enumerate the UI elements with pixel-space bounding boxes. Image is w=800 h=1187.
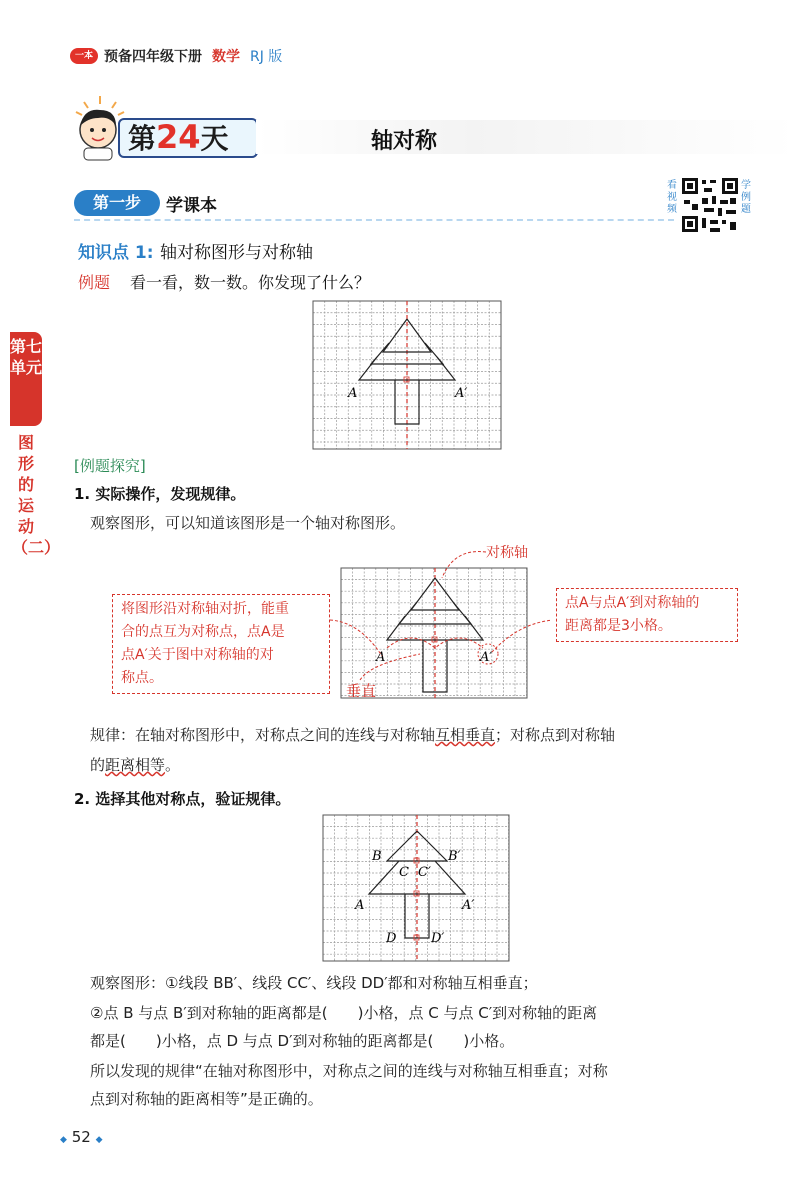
side-topic-tab: 图形的运动（二） <box>12 433 61 557</box>
callout-left-line-3: 点A′关于图中对称轴的对 <box>121 647 274 663</box>
point-a-prime-label: A′ <box>455 386 468 401</box>
step2-line2: ②点 B 与点 B′到对称轴的距离都是( )小格，点 C 与点 C′到对称轴的距离 <box>90 1004 598 1022</box>
rule-text <box>90 720 770 750</box>
rule-text-line2 <box>90 750 180 780</box>
day-prefix: 第 <box>128 122 157 155</box>
book-name: 预备四年级下册 <box>104 49 202 65</box>
book-title <box>104 46 282 66</box>
edition: RJ 版 <box>250 49 283 65</box>
brand-badge: 一本 <box>70 48 98 64</box>
qr-right-text: 学例题 <box>741 180 751 215</box>
callout-right-line-2: 距离都是3小格。 <box>565 618 672 634</box>
point-a-prime-label-3: A′ <box>462 898 475 913</box>
callout-left-line-2: 合的点互为对称点，点A是 <box>121 624 285 640</box>
rule-pre: 规律：在轴对称图形中，对称点之间的连线与对称轴 <box>90 726 436 744</box>
step2-line4: 所以发现的规律“在轴对称图形中，对称点之间的连线与对称轴互相垂直；对称 <box>90 1062 608 1080</box>
point-c-prime-label: C′ <box>418 865 431 880</box>
subject: 数学 <box>212 49 240 65</box>
day-label <box>128 117 229 157</box>
tree-figure-3 <box>322 814 512 962</box>
point-a-prime-label-2: A′ <box>480 650 493 665</box>
point-a-label-2: A <box>376 650 386 665</box>
page-number: ◆ 52 ◆ <box>60 1128 103 1146</box>
explore-label: [例题探究] <box>74 457 146 475</box>
step1-heading: 1. 实际操作，发现规律。 <box>74 485 246 503</box>
lesson-title: 轴对称 <box>371 129 438 154</box>
point-b-prime-label: B′ <box>448 849 461 864</box>
callout-perpendicular: 垂直 <box>346 682 377 700</box>
point-c-label: C <box>399 865 409 880</box>
callout-axis: 对称轴 <box>486 545 528 561</box>
step-title: 学课本 <box>166 196 217 216</box>
step-tab: 第一步 <box>74 190 160 216</box>
callout-left-box <box>112 594 330 694</box>
step2-heading: 2. 选择其他对称点，验证规律。 <box>74 790 291 808</box>
callout-left-line-4: 称点。 <box>121 670 163 686</box>
point-b-label: B <box>372 849 382 864</box>
callout-right-box <box>556 588 738 642</box>
qr-code-icon[interactable] <box>680 176 740 234</box>
rule-mid: ；对称点到对称轴 <box>495 726 616 744</box>
step1-observe: 观察图形，可以知道该图形是一个轴对称图形。 <box>90 514 406 532</box>
step2-line1: 观察图形：①线段 BB′、线段 CC′、线段 DD′都和对称轴互相垂直； <box>90 974 538 992</box>
point-a-label: A <box>348 386 358 401</box>
callout-left-line-1: 将图形沿对称轴对折，能重 <box>121 601 289 617</box>
lesson-strip <box>256 120 796 154</box>
callout-right-line-1: 点A与点A′到对称轴的 <box>565 595 700 611</box>
day-suffix: 天 <box>200 122 229 155</box>
point-a-label-3: A <box>355 898 365 913</box>
side-unit-tab: 第七单元 <box>10 332 42 426</box>
point-d-prime-label: D′ <box>431 931 445 946</box>
rule-highlight-perpendicular: 互相垂直 <box>435 726 496 744</box>
knowledge-text: 轴对称图形与对称轴 <box>160 243 313 263</box>
grid-3 <box>323 815 509 961</box>
knowledge-label: 知识点 1: <box>78 243 154 263</box>
tree-figure-1 <box>312 300 502 450</box>
day-number: 24 <box>156 118 201 156</box>
page-number-value: 52 <box>71 1128 91 1146</box>
rule-line2-pre: 的 <box>90 756 106 774</box>
point-d-label: D <box>386 931 397 946</box>
rule-end: 。 <box>165 756 181 774</box>
rule-highlight-equal: 距离相等 <box>105 756 166 774</box>
step2-line5: 点到对称轴的距离相等”是正确的。 <box>90 1090 323 1108</box>
step-divider <box>74 219 674 221</box>
callout-pointers <box>330 612 550 682</box>
callout-axis-pointer <box>434 548 490 582</box>
example-label: 例题 <box>78 273 111 292</box>
step2-line3: 都是( )小格，点 D 与点 D′到对称轴的距离都是( )小格。 <box>90 1032 515 1050</box>
qr-left-text: 看视频 <box>667 180 677 215</box>
example-text: 看一看，数一数。你发现了什么？ <box>130 273 371 292</box>
